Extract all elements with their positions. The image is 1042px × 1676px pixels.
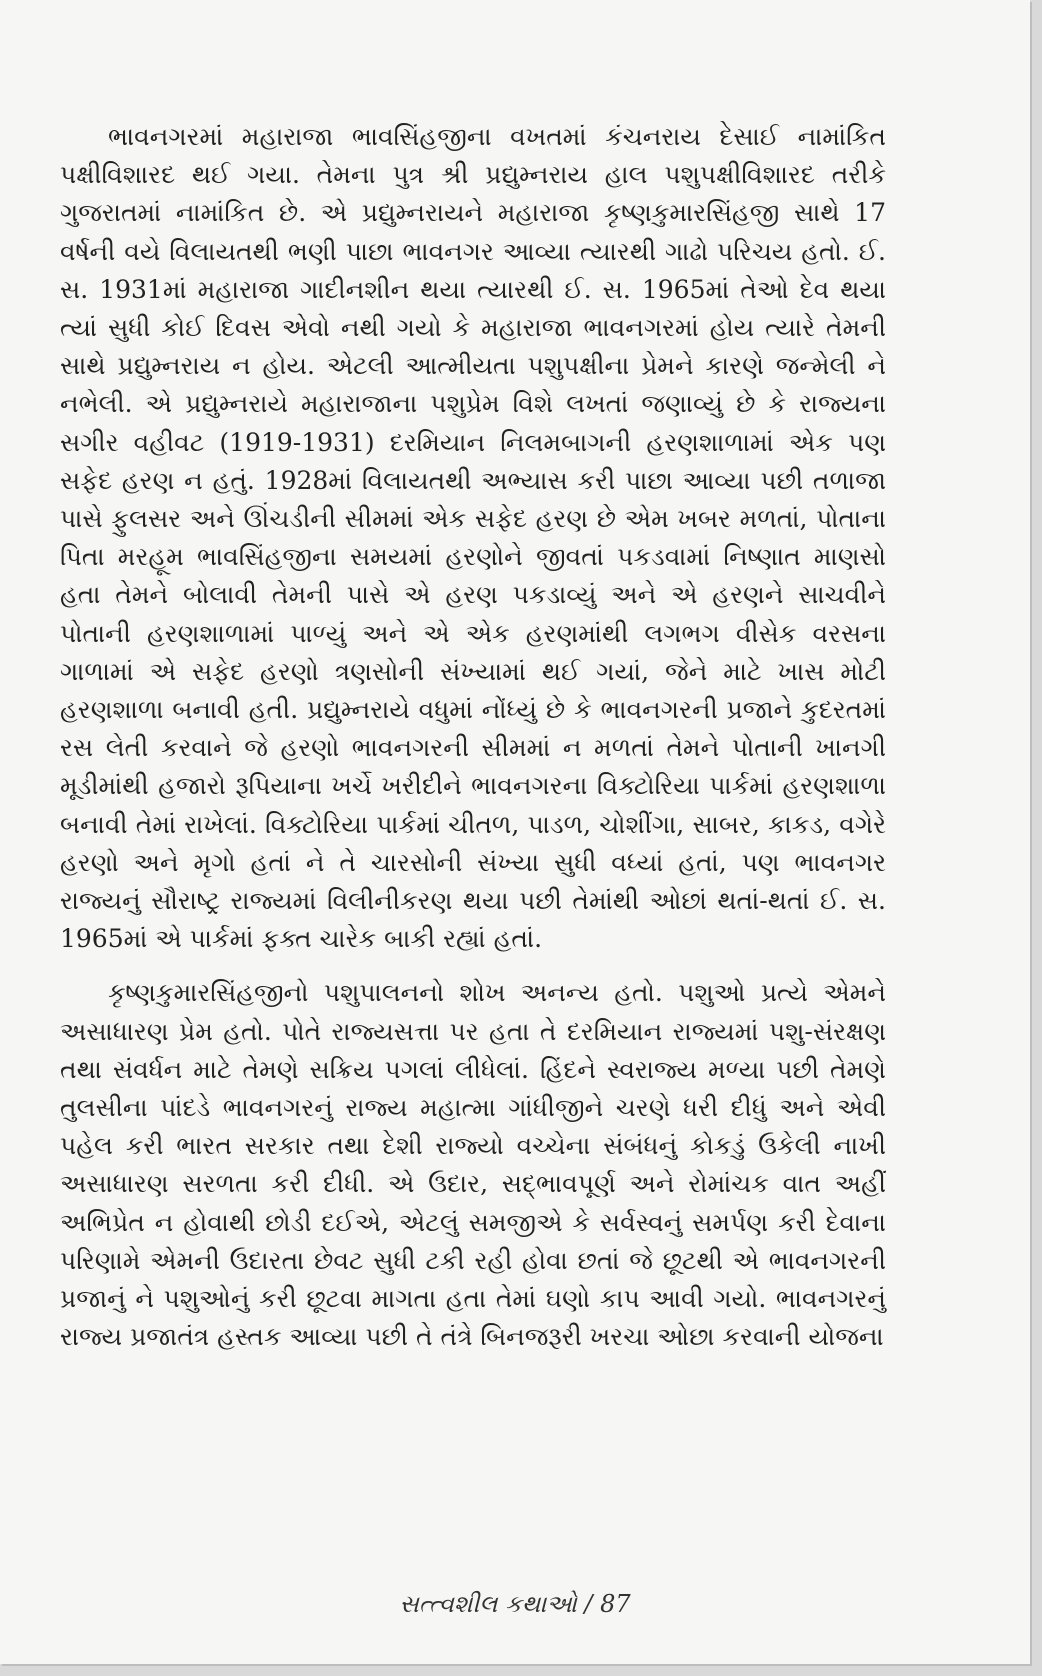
paragraph-1: ભાવનગરમાં મહારાજા ભાવસિંહજીના વખતમાં કંચનરાય દેસાઈ નામાંકિત પક્ષીવિશારદ થઈ ગયા. તેમના પુત્ર શ્રી પ્રદ્યુમ્નરાય હાલ પશુપક્ષીવિશારદ તરીકે ગુજરાતમાં નામાંકિત છે. એ પ્રદ્યુમ્નરાયને મહારાજા કૃષ્ણકુમારસિંહજી સાથે 17 વર્ષની વયે વિલાયતથી ભણી પાછા ભાવનગર આવ્યા ત્યારથી ગાઢો પરિચય હતો. ઈ. સ. 1931માં મહારાજા ગાદીનશીન થયા ત્યારથી ઈ. સ. 1965માં તેઓ દેવ થયા ત્યાં સુધી કોઈ દિવસ એવો નથી ગયો કે મહારાજા ભાવનગરમાં હોય ત્યારે તેમની સાથે પ્રદ્યુમ્નરાય ન હોય. એટલી આત્મીયતા પશુપક્ષીના પ્રેમને કારણે જન્મેલી ને નભેલી. એ પ્રદ્યુમ્નરાયે મહારાજાના પશુપ્રેમ વિશે લખતાં જણાવ્યું છે કે રાજ્યના સગીર વહીવટ (1919-1931) દરમિયાન નિલમબાગની હરણશાળામાં એક પણ સફેદ હરણ ન હતું. 1928માં વિલાયતથી અભ્યાસ કરી પાછા આવ્યા પછી તળાજા પાસે ફુલસર અને ઊંચડીની સીમમાં એક સફેદ હરણ છે એમ ખબર મળતાં, પોતાના પિતા મરહૂમ ભાવસિંહજીના સમયમાં હરણોને જીવતાં પકડવામાં નિષ્ણાત માણસો હતા તેમને બોલાવી તેમની પાસે એ હરણ પકડાવ્યું અને એ હરણને સાચવીને પોતાની હરણશાળામાં પાળ્યું અને એ એક હરણમાંથી લગભગ વીસેક વરસના ગાળામાં એ સફેદ હરણો ત્રણસોની સંખ્યામાં થઈ ગયાં, જેને માટે ખાસ મોટી હરણશાળા બનાવી હતી. પ્રદ્યુમ્નરાયે વધુમાં નોંધ્યું છે કે ભાવનગરની પ્રજાને કુદરતમાં રસ લેતી કરવાને જે હરણો ભાવનગરની સીમમાં ન મળતાં તેમને પોતાની ખાનગી મૂડીમાંથી હજારો રૂપિયાના ખર્ચે ખરીદીને ભાવનગરના વિક્ટોરિયા પાર્કમાં હરણશાળા બનાવી તેમાં રાખેલાં. વિક્ટોરિયા પાર્કમાં ચીતળ, પાડળ, ચોશીંગા, સાબર, કાકડ, વગેરે હરણો અને મૃગો હતાં ને તે ચારસોની સંખ્યા સુધી વધ્યાં હતાં, પણ ભાવનગર રાજ્યનું સૌરાષ્ટ્ર રાજ્યમાં વિલીનીકરણ થયા પછી તેમાંથી ઓછાં થતાં-થતાં ઈ. સ. 1965માં એ પાર્કમાં ફક્ત ચારેક બાકી રહ્યાં હતાં. xyxy=(60,122,886,954)
page-footer: સત્ત્વશીલ કથાઓ / 87 xyxy=(399,1590,631,1618)
paragraph-2: કૃષ્ણકુમારસિંહજીનો પશુપાલનનો શોખ અનન્ય હતો. પશુઓ પ્રત્યે એમને અસાધારણ પ્રેમ હતો. પોતે રાજ્યસત્તા પર હતા તે દરમિયાન રાજ્યમાં પશુ-સંરક્ષણ તથા સંવર્ધન માટે તેમણે સક્રિય પગલાં લીધેલાં. હિંદને સ્વરાજ્ય મળ્યા પછી તેમણે તુલસીના પાંદડે ભાવનગરનું રાજ્ય મહાત્મા ગાંધીજીને ચરણે ધરી દીધું અને એવી પહેલ કરી ભારત સરકાર તથા દેશી રાજ્યો વચ્ચેના સંબંધનું કોકડું ઉકેલી નાખી અસાધારણ સરળતા કરી દીધી. એ ઉદાર, સદ્ભાવપૂર્ણ અને રોમાંચક વાત અહીં અભિપ્રેત ન હોવાથી છોડી દઈએ, એટલું સમજીએ કે સર્વસ્વનું સમર્પણ કરી દેવાના પરિણામે એમની ઉદારતા છેવટ સુધી ટકી રહી હોવા છતાં જે છૂટથી એ ભાવનગરની પ્રજાનું ને પશુઓનું કરી છૂટવા માગતા હતા તેમાં ઘણો કાપ આવી ગયો. ભાવનગરનું રાજ્ય પ્રજાતંત્ર હસ્તક આવ્યા પછી તે તંત્રે બિનજરૂરી ખરચા ઓછા કરવાની યોજના xyxy=(60,978,886,1352)
page-body xyxy=(60,118,886,1357)
